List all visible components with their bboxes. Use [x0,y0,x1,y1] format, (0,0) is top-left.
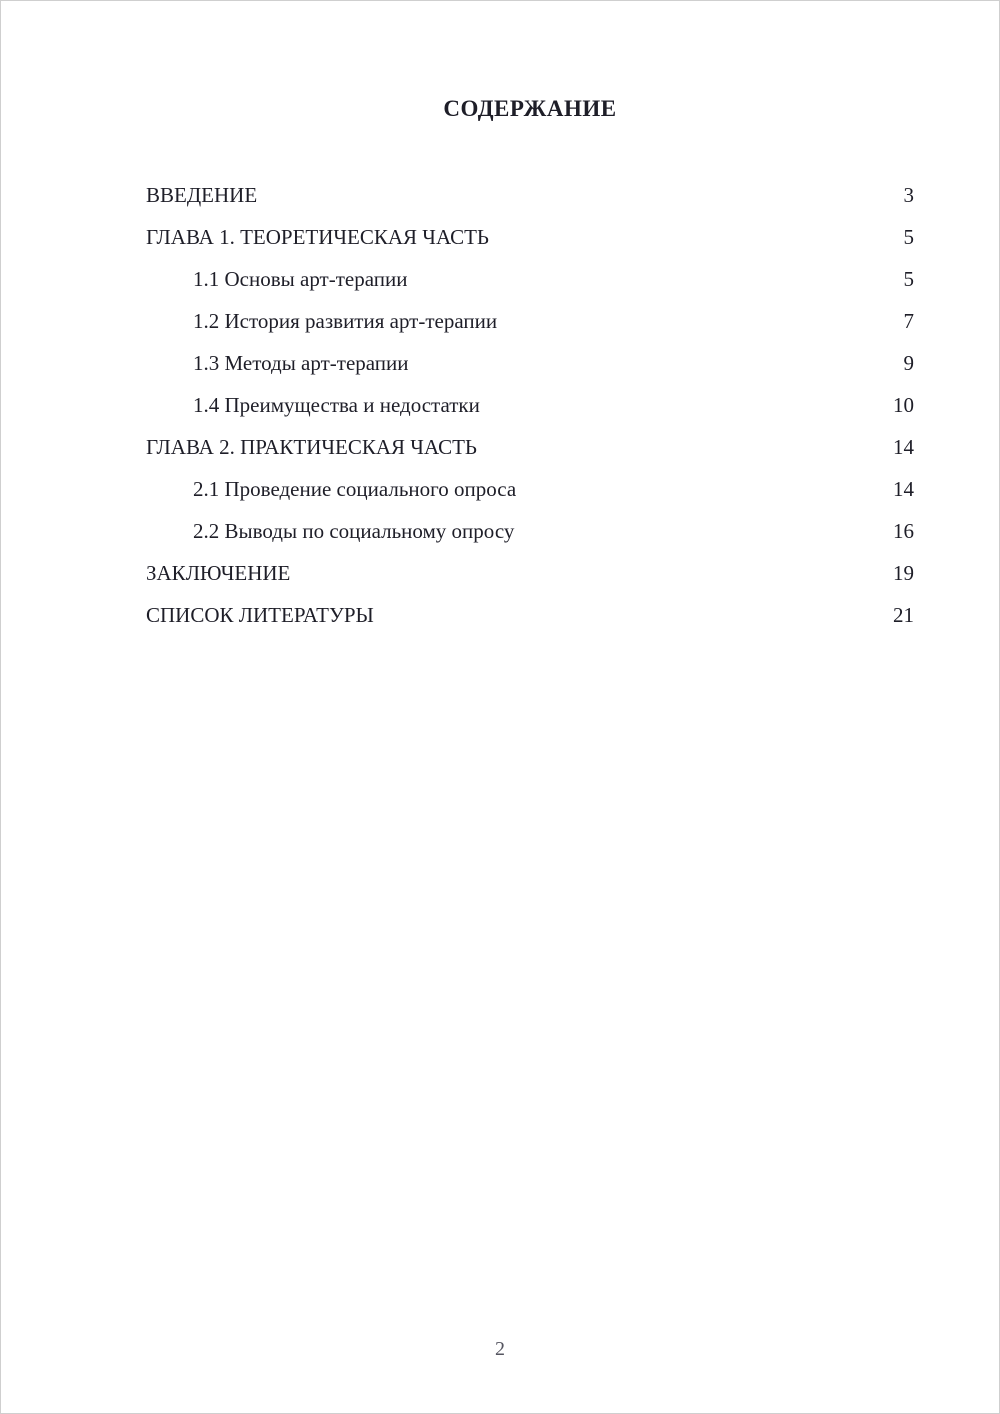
toc-entry-page-number: 7 [903,309,914,333]
toc-entry [146,300,914,342]
toc-entry-page-number: 19 [893,561,914,585]
toc-entry [146,216,914,258]
toc-entry-page-number: 16 [893,519,914,543]
toc-entry-label: ВВЕДЕНИЕ [146,183,258,207]
toc-entry-label: ЗАКЛЮЧЕНИЕ [146,561,291,585]
table-of-contents [146,174,914,636]
toc-entry-page-number: 3 [903,183,914,207]
toc-entry-page-number: 14 [893,477,914,501]
toc-entry [146,468,914,510]
toc-entry-page-number: 5 [903,225,914,249]
page-title: СОДЕРЖАНИЕ [443,96,617,121]
toc-entry-label: 2.1 Проведение социального опроса [193,477,517,501]
toc-entry-label: 1.3 Методы арт-терапии [193,351,409,375]
toc-entry-page-number: 5 [903,267,914,291]
toc-entry [146,258,914,300]
toc-entry-page-number: 9 [903,351,914,375]
toc-entry-page-number: 14 [893,435,914,459]
page-content [146,1,914,636]
toc-entry [146,552,914,594]
toc-entry-label: 1.1 Основы арт-терапии [193,267,408,291]
footer-page-number: 2 [495,1338,505,1360]
toc-entry-label: 1.2 История развития арт-терапии [193,309,498,333]
toc-entry-label: 1.4 Преимущества и недостатки [193,393,480,417]
toc-entry-label: ГЛАВА 2. ПРАКТИЧЕСКАЯ ЧАСТЬ [146,435,477,459]
toc-entry [146,342,914,384]
toc-entry-label: ГЛАВА 1. ТЕОРЕТИЧЕСКАЯ ЧАСТЬ [146,225,489,249]
toc-entry-page-number: 10 [893,393,914,417]
toc-entry-page-number: 21 [893,603,914,627]
toc-entry [146,510,914,552]
toc-entry [146,384,914,426]
toc-entry [146,594,914,636]
toc-entry [146,426,914,468]
toc-entry [146,174,914,216]
toc-entry-label: 2.2 Выводы по социальному опросу [193,519,515,543]
toc-entry-label: СПИСОК ЛИТЕРАТУРЫ [146,603,374,627]
